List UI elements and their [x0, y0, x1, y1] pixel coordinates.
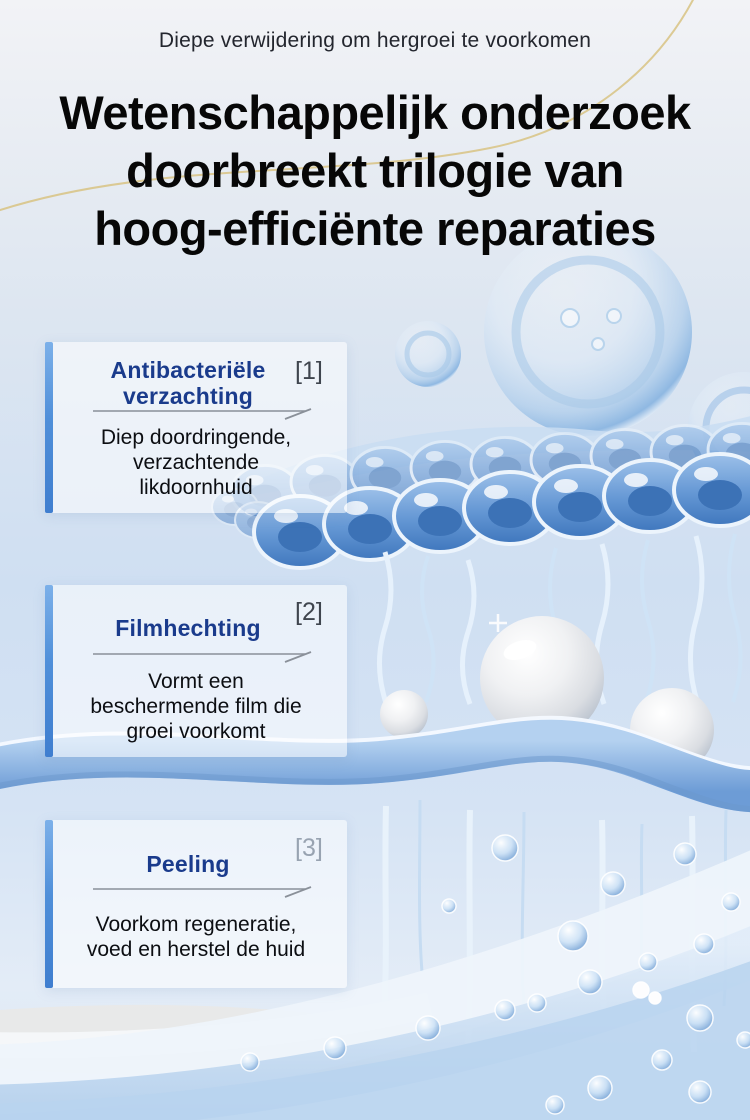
- title-line: verzachting: [122, 383, 253, 409]
- arrow-right-line-icon: [91, 646, 325, 666]
- feature-title-3: [53, 851, 323, 877]
- feature-card-film: [45, 585, 347, 757]
- desc-line: Voorkom regeneratie,: [95, 913, 297, 936]
- heading-line-2: doorbreekt trilogie van: [126, 144, 624, 197]
- desc-line: Diep doordringende,: [100, 426, 292, 449]
- feature-description-2: [49, 669, 343, 744]
- desc-line: beschermende film die: [90, 695, 302, 718]
- title-line: Filmhechting: [115, 615, 261, 641]
- feature-title-2: [53, 615, 323, 641]
- feature-card-antibacterial: [45, 342, 347, 513]
- reference-index-2: [2]: [295, 598, 323, 626]
- accent-bar: [45, 820, 53, 988]
- feature-description-3: [49, 912, 343, 962]
- main-heading: [0, 84, 750, 258]
- title-line: Peeling: [146, 851, 230, 877]
- heading-line-1: Wetenschappelijk onderzoek: [59, 86, 691, 139]
- desc-line: likdoornhuid: [139, 476, 253, 499]
- title-line: Antibacteriële: [110, 357, 266, 383]
- heading-line-3: hoog-efficiënte reparaties: [94, 202, 656, 255]
- desc-line: groei voorkomt: [126, 720, 266, 743]
- feature-card-peeling: [45, 820, 347, 988]
- feature-description-1: [49, 425, 343, 500]
- reference-index-3: [3]: [295, 834, 323, 862]
- desc-line: voed en herstel de huid: [86, 938, 306, 961]
- tagline: Diepe verwijdering om hergroei te voorkomen: [158, 29, 592, 52]
- arrow-right-line-icon: [91, 881, 325, 901]
- feature-title-1: [53, 357, 323, 409]
- desc-line: verzachtende: [132, 451, 260, 474]
- reference-index-1: [1]: [295, 357, 323, 385]
- desc-line: Vormt een: [148, 670, 244, 693]
- arrow-right-line-icon: [91, 403, 325, 423]
